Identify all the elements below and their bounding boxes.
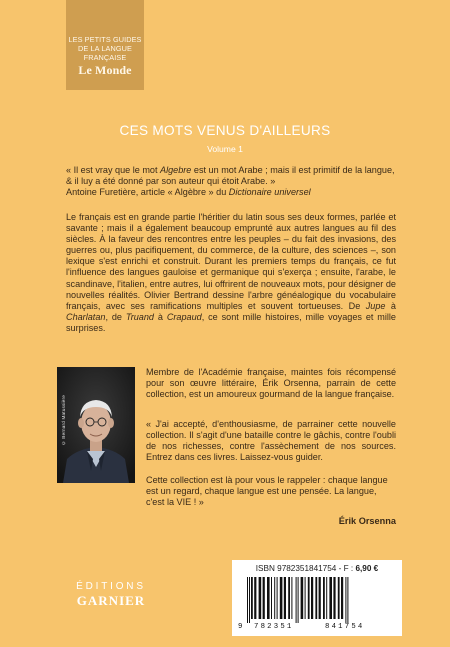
barcode-bar [311, 577, 313, 619]
portrait-illustration [57, 367, 135, 483]
series-line-3: FRANÇAISE [83, 53, 127, 63]
epigraph-word: Algebre [160, 165, 192, 175]
series-label [66, 0, 144, 90]
photo-credit: © Bernard Matussière [61, 395, 66, 446]
intro-connector-2: , de [105, 311, 126, 322]
barcode-bar [280, 577, 283, 619]
barcode-bar [298, 577, 299, 623]
intro-text-1: Le français est en grande partie l'héritier du latin sous ses deux formes, parlée et savante ; mais il a également beaucoup emprunté aux autres langues au fil des siècles. À la faveur des rencontres entre les peuples – du fait des invasions, des guerres ou, plus pacifiquement, du commerce, de la culture, des sciences –, son lexique s'est enrichi et construit. Durant les premiers temps du français, ce fut l'influence des langues gauloise et germanique qui s'exerça ; ensuite, l'arabe, le scandinave, l'italien, entre autres, lui offrirent de nouveaux mots, pour désigner de nouvelles réalités. Olivier Bertrand dessine l'arbre généalogique du vocabulaire français, avec ses ramifications multiples et souvent tortueuses. De [66, 212, 396, 311]
barcode-digits-left: 782351 [254, 623, 294, 631]
author-photo [57, 367, 135, 483]
barcode-icon [245, 577, 395, 623]
intro-connector-1: à [385, 300, 396, 311]
barcode-bar [329, 577, 332, 619]
author-quote: « J'ai accepté, d'enthousiasme, de parrainer cette nouvelle collection. Il s'agit d'une bataille contre le gâchis, contre l'oubli de nos richesses, contre l'assèchement de nos sources. Entrez dans ces livres. Laissez-vous guider. [146, 419, 396, 463]
barcode-bar [341, 577, 343, 619]
epigraph-attribution [66, 187, 396, 198]
barcode-area [232, 560, 402, 636]
intro-word-2: Charlatan [66, 311, 106, 322]
publisher-line-2: GARNIER [76, 593, 146, 608]
publisher-logo [66, 581, 156, 609]
barcode-bar [274, 577, 275, 619]
series-line-2: DE LA LANGUE [78, 44, 132, 54]
publisher-line-1: ÉDITIONS [76, 581, 146, 592]
le-monde-logo: Le Monde [78, 62, 132, 77]
barcode-bar [296, 577, 297, 623]
isbn-price-line [232, 564, 402, 573]
author-signature: Érik Orsenna [338, 516, 396, 526]
book-title: CES MOTS VENUS D'AILLEURS [119, 123, 331, 138]
barcode-bar [263, 577, 265, 619]
barcode-bar [338, 577, 340, 619]
volume-label: Volume 1 [207, 144, 243, 154]
barcode-bar [315, 577, 317, 619]
barcode-bar [284, 577, 286, 619]
barcode-bar [301, 577, 304, 619]
barcode-digit-first: 9 [238, 623, 243, 631]
isbn-label: ISBN 9782351841754 - F : [255, 564, 356, 573]
author-quote-closing: Cette collection est là pour vous le rappeler : chaque langue est un regard, chaque langue est une pensée. La langue, c'est la VIE ! » [146, 475, 388, 508]
barcode-bar [254, 577, 256, 619]
barcode-bar [288, 577, 290, 619]
attribution-text: Antoine Furetière, article « Algèbre » du [66, 187, 229, 198]
barcode-bar [305, 577, 306, 619]
attribution-work: Dictionaire universel [228, 187, 311, 198]
epigraph [66, 165, 396, 198]
barcode-bar [326, 577, 327, 619]
barcode-bar [267, 577, 270, 619]
intro-text-2: , ce sont mille histoires, mille voyages et mille surprises. [66, 311, 396, 333]
author-bio: Membre de l'Académie française, maintes fois récompensé pour son œuvre littéraire, Érik Orsenna, parrain de cette collection, est un amoureux gourmand de la langue française. [146, 367, 396, 400]
barcode-bar [323, 577, 325, 619]
barcode-bar [345, 577, 346, 623]
barcode-bar [271, 577, 272, 619]
barcode-bar [291, 577, 292, 619]
price: 6,90 € [355, 564, 379, 573]
intro-word-4: Crapaud [166, 311, 202, 322]
barcode-bar [319, 577, 321, 619]
epigraph-text-a: « Il est vray que le mot [66, 165, 161, 175]
intro-connector-3: à [153, 311, 167, 322]
intro-word-3: Truand [125, 311, 154, 322]
barcode-bar [247, 577, 248, 623]
epigraph-quote [66, 165, 396, 187]
barcode-bar [259, 577, 262, 619]
intro-word-1: Jupe [365, 300, 386, 311]
epigraph-text-b: est un mot Arabe ; mais il est primitif de la langue, & il luy a été donné par son auteur qui étoit Arabe. » [66, 165, 395, 187]
barcode-bar [308, 577, 310, 619]
barcode-digits-right: 841754 [325, 623, 365, 631]
series-line-1: LES PETITS GUIDES [68, 35, 142, 44]
barcode-bar [333, 577, 335, 619]
barcode-bar [251, 577, 253, 619]
barcode-bar [249, 577, 250, 623]
barcode-bar [347, 577, 348, 623]
barcode-bar [277, 577, 278, 619]
intro-paragraph [66, 212, 396, 334]
